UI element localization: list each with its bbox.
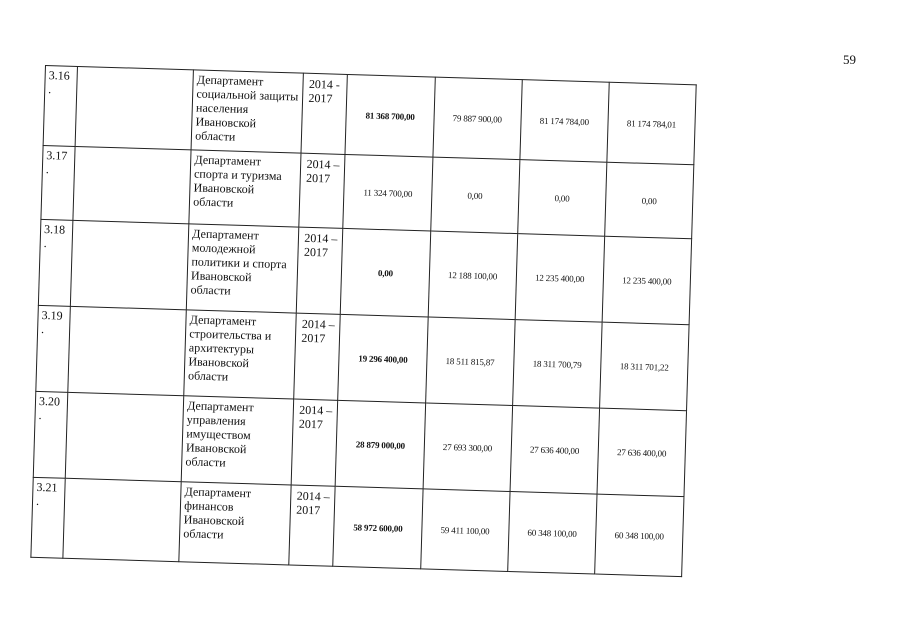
value-cell-3: 81 174 784,00 bbox=[520, 80, 609, 163]
row-number-dot: . bbox=[38, 407, 42, 423]
row-number-dot: . bbox=[43, 236, 47, 251]
period-cell: 2014 – 2017 bbox=[292, 399, 339, 486]
empty-cell bbox=[70, 220, 189, 309]
row-number-cell bbox=[38, 219, 73, 306]
value-cell-1: 0,00 bbox=[341, 228, 431, 317]
organization-cell: Департамент финансов Ивановской области bbox=[179, 482, 291, 565]
period-cell: 2014 – 2017 bbox=[297, 227, 344, 314]
value-cell-4: 27 636 400,00 bbox=[597, 408, 687, 497]
value-cell-3: 0,00 bbox=[517, 160, 606, 237]
row-number-dot: . bbox=[35, 493, 40, 509]
organization-cell: Департамент строительства и архитектуры Ивановской области bbox=[184, 310, 297, 399]
row-number: 3.19 bbox=[41, 308, 63, 323]
value-cell-2: 0,00 bbox=[430, 157, 519, 234]
value-cell-1: 28 879 000,00 bbox=[336, 400, 426, 489]
value-cell-3: 12 235 400,00 bbox=[515, 234, 605, 323]
empty-cell bbox=[73, 146, 191, 223]
empty-cell bbox=[75, 66, 193, 149]
value-cell-2: 79 887 900,00 bbox=[433, 77, 522, 160]
value-cell-4: 60 348 100,00 bbox=[594, 494, 684, 577]
value-cell-4: 12 235 400,00 bbox=[602, 236, 692, 325]
organization-cell: Департамент спорта и туризма Ивановской области bbox=[189, 150, 301, 227]
row-number-cell bbox=[31, 477, 65, 558]
row-number-dot: . bbox=[48, 82, 52, 97]
row-number-cell bbox=[41, 145, 75, 220]
organization-cell: Департамент социальной защиты населения Ивановской области bbox=[191, 70, 303, 153]
budget-table-container bbox=[30, 65, 696, 577]
row-number: 3.20 bbox=[38, 393, 61, 409]
period-cell: 2014 – 2017 bbox=[289, 485, 335, 566]
organization-cell: Департамент молодежной политики и спорта Ивановской области bbox=[187, 224, 300, 313]
value-cell-2: 12 188 100,00 bbox=[428, 231, 518, 320]
row-number-cell bbox=[33, 391, 68, 478]
value-cell-1: 58 972 600,00 bbox=[333, 486, 422, 569]
value-cell-2: 27 693 300,00 bbox=[423, 403, 513, 492]
value-cell-1: 81 368 700,00 bbox=[345, 74, 434, 157]
row-number: 3.18 bbox=[43, 222, 66, 237]
empty-cell bbox=[63, 478, 181, 561]
value-cell-1: 11 324 700,00 bbox=[343, 154, 432, 231]
value-cell-3: 18 311 700,79 bbox=[512, 320, 602, 409]
value-cell-3: 60 348 100,00 bbox=[507, 491, 596, 574]
budget-table bbox=[30, 65, 696, 577]
row-number: 3.21 bbox=[36, 479, 58, 495]
value-cell-1: 19 296 400,00 bbox=[338, 314, 428, 403]
row-number-dot: . bbox=[40, 322, 45, 337]
period-cell: 2014 - 2017 bbox=[301, 73, 347, 154]
value-cell-4: 0,00 bbox=[604, 162, 693, 239]
value-cell-4: 18 311 701,22 bbox=[599, 322, 689, 411]
value-cell-3: 27 636 400,00 bbox=[510, 406, 600, 495]
value-cell-2: 18 511 815,87 bbox=[425, 317, 515, 406]
empty-cell bbox=[68, 306, 187, 395]
row-number-cell bbox=[43, 66, 77, 147]
period-cell: 2014 – 2017 bbox=[294, 313, 341, 400]
row-number-cell bbox=[36, 305, 71, 392]
row-number: 3.17 bbox=[46, 148, 68, 163]
row-number: 3.16 bbox=[48, 68, 70, 83]
value-cell-4: 81 174 784,01 bbox=[607, 82, 697, 165]
row-number-dot: . bbox=[45, 162, 50, 177]
period-cell: 2014 – 2017 bbox=[299, 153, 345, 228]
value-cell-2: 59 411 100,00 bbox=[420, 489, 509, 572]
page-number: 59 bbox=[843, 52, 856, 67]
empty-cell bbox=[65, 392, 184, 481]
organization-cell: Департамент управления имуществом Ивановской области bbox=[181, 396, 294, 485]
